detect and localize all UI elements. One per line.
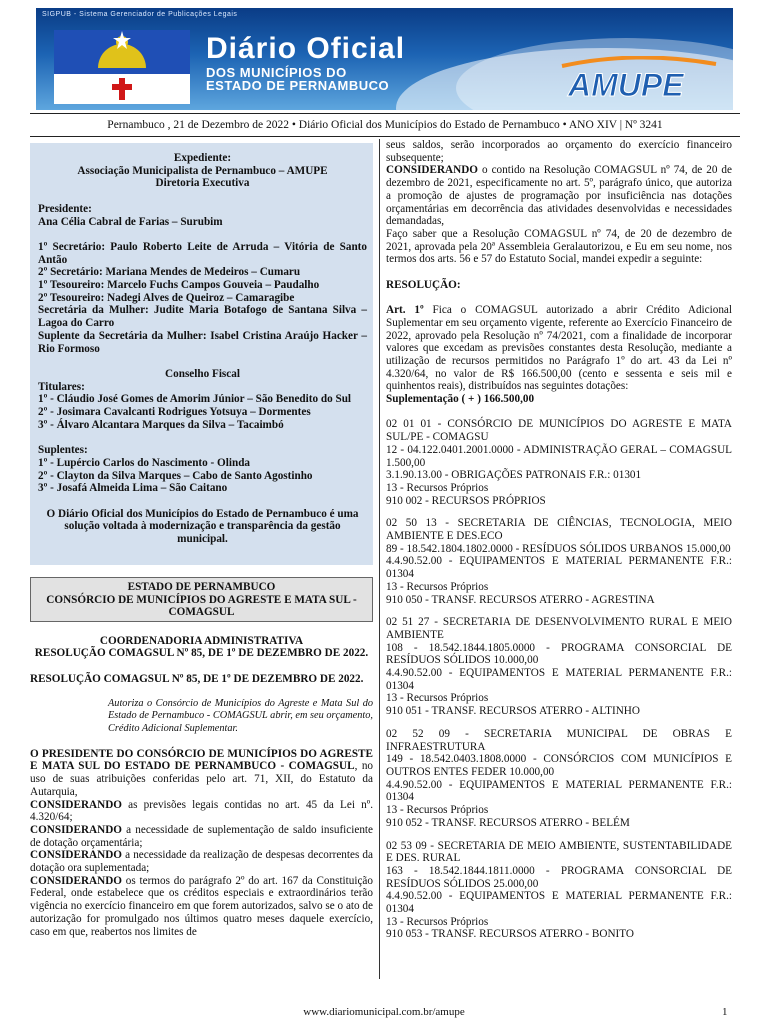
allocation-block (386, 616, 732, 718)
officer-line: 2º Tesoureiro: Nadegi Alves de Queiroz – Camaragibe (38, 291, 295, 304)
subtitle-line-1: DOS MUNICÍPIOS DO (206, 65, 347, 80)
expediente-box (30, 143, 373, 565)
allocation-line: 4.4.90.52.00 - EQUIPAMENTOS E MATERIAL PERMANENTE F.R.: 01304 (386, 890, 732, 916)
resolucao-heading: RESOLUÇÃO: (386, 278, 461, 291)
considerando-text: a necessidade de suplementação de saldo insuficiente de dotação orçamentária; (30, 823, 373, 849)
allocation-line: 4.4.90.52.00 - EQUIPAMENTOS E MATERIAL PERMANENTE F.R.: 01304 (386, 778, 732, 804)
substitute-line: 1º - Lupércio Carlos do Nascimento - Olinda (38, 456, 251, 469)
substitute-line: 3º - Josafá Almeida Lima – São Caitano (38, 482, 228, 495)
footer-url: www.diariomunicipal.com.br/amupe (303, 1006, 465, 1018)
considerando-paragraph (386, 164, 732, 228)
resolution-ementa: Autoriza o Consórcio de Municípios do Agreste e Mata Sul do Estado de Pernambuco - COMAGSUL abrir, em seu orçamento, Crédito Adicional Suplementar. (108, 698, 373, 734)
allocation-block (386, 840, 732, 942)
allocation-line: 02 51 27 - SECRETARIA DE DESENVOLVIMENTO RURAL E MEIO AMBIENTE (386, 616, 732, 641)
publication-subtitle (206, 66, 389, 92)
considerando-word: CONSIDERANDO (30, 823, 122, 836)
considerando-paragraph (30, 824, 373, 849)
resolution-header: RESOLUÇÃO COMAGSUL Nº 85, DE 1º DE DEZEMBRO DE 2022. (34, 647, 369, 660)
resolution-title: RESOLUÇÃO COMAGSUL Nº 85, DE 1º DE DEZEMBRO DE 2022. (30, 672, 364, 685)
considerando-text: a necessidade da realização de despesas decorrentes da dotação ora suplementada; (30, 849, 373, 875)
top-rule (30, 113, 740, 114)
allocation-line: 13 - Recursos Próprios (386, 481, 489, 494)
allocation-line: 910 050 - TRANSF. RECURSOS ATERRO - AGRESTINA (386, 593, 655, 606)
allocation-block (386, 418, 732, 507)
considerando-text: os termos do parágrafo 2º do art. 167 da Constituição Federal, onde estabelece que os créditos especiais e extraordinários terão vigência no exercício financeiro em que forem autorizados, salvo se o ato de autorização for promulgado nos últimos quatro meses daquele exercício, caso em que, reabertos nos limites de (30, 874, 373, 938)
allocation-line: 910 002 - RECURSOS PRÓPRIOS (386, 494, 546, 507)
allocation-line: 02 53 09 - SECRETARIA DE MEIO AMBIENTE, SUSTENTABILIDADE E DES. RURAL (386, 839, 732, 865)
supplement-total: Suplementação ( + ) 166.500,00 (386, 393, 535, 406)
council-title: Conselho Fiscal (165, 367, 240, 380)
allocation-line: 163 - 18.542.1844.1811.0000 - PROGRAMA CONSORCIAL DE RESÍDUOS SÓLIDOS 25.000,00 (386, 864, 732, 890)
allocation-line: 108 - 18.542.1844.1805.0000 - PROGRAMA CONSORCIAL DE RESÍDUOS SÓLIDOS 10.000,00 (386, 641, 732, 667)
allocation-line: 3.1.90.13.00 - OBRIGAÇÕES PATRONAIS F.R.: 01301 (386, 469, 642, 482)
allocation-line: 4.4.90.52.00 - EQUIPAMENTOS E MATERIAL PERMANENTE F.R.: 01304 (386, 555, 732, 581)
entity-header-box (30, 577, 373, 622)
preamble-paragraph (30, 748, 373, 799)
allocation-line: 910 052 - TRANSF. RECURSOS ATERRO - BELÉM (386, 816, 630, 829)
substitute-line: 2º - Clayton da Silva Marques – Cabo de Santo Agostinho (38, 469, 313, 482)
allocation-list (386, 418, 732, 941)
considerando-text: as previsões legais contidas no art. 45 da Lei nº. 4.320/64; (30, 798, 373, 824)
allocation-line: 13 - Recursos Próprios (386, 915, 489, 928)
expediente-board: Diretoria Executiva (155, 177, 250, 190)
allocation-line: 89 - 18.542.1804.1802.0000 - RESÍDUOS SÓLIDOS URBANOS 15.000,00 (386, 542, 731, 555)
issue-line: Pernambuco , 21 de Dezembro de 2022 • Diário Oficial dos Municípios do Estado de Pernambuco • ANO XIV | Nº 3241 (107, 119, 663, 131)
allocation-line: 4.4.90.52.00 - EQUIPAMENTOS E MATERIAL PERMANENTE F.R.: 01304 (386, 667, 732, 692)
continued-text: seus saldos, serão incorporados ao orçamento do exercício financeiro subsequente; (386, 139, 732, 164)
officer-line: Secretária da Mulher: Judite Maria Botafogo de Santana Silva – Lagoa do Carro (38, 304, 367, 330)
allocation-block (386, 517, 732, 606)
allocation-line: 12 - 04.122.0401.2001.0000 - ADMINISTRAÇÃO GERAL – COMAGSUL 1.500,00 (386, 443, 732, 469)
officer-line: 1º Tesoureiro: Marcelo Fuchs Campos Gouveia – Paudalho (38, 279, 320, 291)
pernambuco-flag-icon (54, 30, 190, 104)
allocation-line: 13 - Recursos Próprios (386, 692, 489, 705)
amupe-logo-text: AMUPE (568, 67, 684, 103)
holder-line: 2º - Josimara Cavalcanti Rodrigues Yotsuya – Dormentes (38, 406, 311, 419)
substitutes-label: Suplentes: (38, 444, 88, 457)
considerando-word: CONSIDERANDO (386, 164, 478, 177)
preamble-text: , no uso de suas atribuições conferidas pelo art. 71, XII, do Estatuto da Autarquia, (30, 760, 374, 798)
officer-line: Suplente da Secretária da Mulher: Isabel Cristina Araújo Hacker – Rio Formoso (38, 329, 367, 355)
right-column (386, 139, 732, 941)
allocation-line: 149 - 18.542.0403.1808.0000 - CONSÓRCIOS COM MUNICÍPIOS E OUTROS ENTES FEDER 10.000,00 (386, 753, 732, 778)
state-name: ESTADO DE PERNAMBUCO (127, 581, 276, 593)
column-divider (379, 139, 380, 979)
considerando-text: o contido na Resolução COMAGSUL nº 74, de 20 de dezembro de 2021, especificamente no art. 5º, parágrafo único, que autoriza a promoção de ajustes de programação por insuficiência nas dotações orçamentárias em decorrência das atividades desenvolvidas e necessidades demandadas, (386, 164, 732, 228)
mission-statement: O Diário Oficial dos Municípios do Estado de Pernambuco é uma solução voltada à modernização e transparência da gestão municipal. (46, 507, 359, 546)
officer-line: 1º Secretário: Paulo Roberto Leite de Arruda – Vitória de Santo Antão (38, 240, 367, 266)
publication-title: Diário Oficial (206, 32, 406, 65)
holders-label: Titulares: (38, 380, 85, 393)
considerando-word: CONSIDERANDO (30, 874, 122, 887)
consortium-name: CONSÓRCIO DE MUNICÍPIOS DO AGRESTE E MATA SUL - COMAGSUL (46, 593, 357, 619)
allocation-line: 02 50 13 - SECRETARIA DE CIÊNCIAS, TECNOLOGIA, MEIO AMBIENTE E DES.ECO (386, 517, 732, 543)
allocation-line: 13 - Recursos Próprios (386, 804, 489, 817)
considerando-paragraph (30, 799, 373, 824)
officer-line: 2º Secretário: Mariana Mendes de Medeiros – Cumaru (38, 266, 301, 279)
holder-line: 1º - Cláudio José Gomes de Amorim Júnior – São Benedito do Sul (38, 393, 352, 406)
president-label: Presidente: (38, 202, 92, 215)
allocation-block (386, 728, 732, 830)
coordination-title: COORDENADORIA ADMINISTRATIVA (99, 634, 304, 647)
allocation-line: 02 01 01 - CONSÓRCIO DE MUNICÍPIOS DO AGRESTE E MATA SUL/PE - COMAGSU (386, 418, 732, 444)
considerando-paragraph (30, 849, 373, 874)
expediente-org: Associação Municipalista de Pernambuco – AMUPE (77, 164, 328, 177)
considerando-word: CONSIDERANDO (30, 849, 122, 862)
allocation-line: 910 053 - TRANSF. RECURSOS ATERRO - BONITO (386, 928, 634, 941)
article-label: Art. 1º (386, 304, 424, 317)
page-number: 1 (722, 1006, 728, 1018)
expediente-title: Expediente: (173, 152, 232, 164)
article-text: Fica o COMAGSUL autorizado a abrir Crédito Adicional Suplementar em seu orçamento vigente, referente ao Exercício Financeiro de 2022, aprovado pela Resolução nº 74/2021, com a finalidade de incorporar valores que excedam as previsões constantes desta Resolução, mediante a utilização de recursos permitidos no Parágrafo 1º do art. 43 da Lei nº 4.320/64, no valor de R$ 166.500,00 (cento e sessenta e seis mil e quinhentos reais), distribuídos nas seguintes dotações: (386, 304, 733, 393)
allocation-line: 02 52 09 - SECRETARIA MUNICIPAL DE OBRAS E INFRAESTRUTURA (386, 727, 732, 753)
preamble-authority: O PRESIDENTE DO CONSÓRCIO DE MUNICÍPIOS DO AGRESTE E MATA SUL DO ESTADO DE PERNAMBUCO - COMAGSUL (30, 747, 373, 773)
subtitle-line-2: ESTADO DE PERNAMBUCO (206, 78, 390, 93)
holder-line: 3º - Álvaro Alcantara Marques da Silva – Tacaimbó (38, 418, 284, 431)
amupe-logo (556, 56, 726, 104)
left-column (30, 143, 373, 938)
allocation-line: 13 - Recursos Próprios (386, 580, 489, 593)
considerando-word: CONSIDERANDO (30, 798, 122, 811)
article-1 (386, 304, 732, 393)
president-name: Ana Célia Cabral de Farias – Surubim (38, 215, 223, 228)
system-line: SIGPUB - Sistema Gerenciador de Publicações Legais (42, 11, 238, 18)
considerando-paragraph (30, 875, 373, 939)
allocation-line: 910 051 - TRANSF. RECURSOS ATERRO - ALTINHO (386, 705, 640, 718)
issue-rule (30, 136, 740, 137)
masthead-banner (36, 8, 733, 110)
faco-saber-paragraph: Faço saber que a Resolução COMAGSUL nº 74, de 20 de dezembro de 2021, aprovada pela 20ª Assembleia Geralautorizou, e Eu em seu nome, nos termos dos arts. 56 e 57 do Estatuto Social, mandei expedir a seguinte: (386, 227, 732, 266)
